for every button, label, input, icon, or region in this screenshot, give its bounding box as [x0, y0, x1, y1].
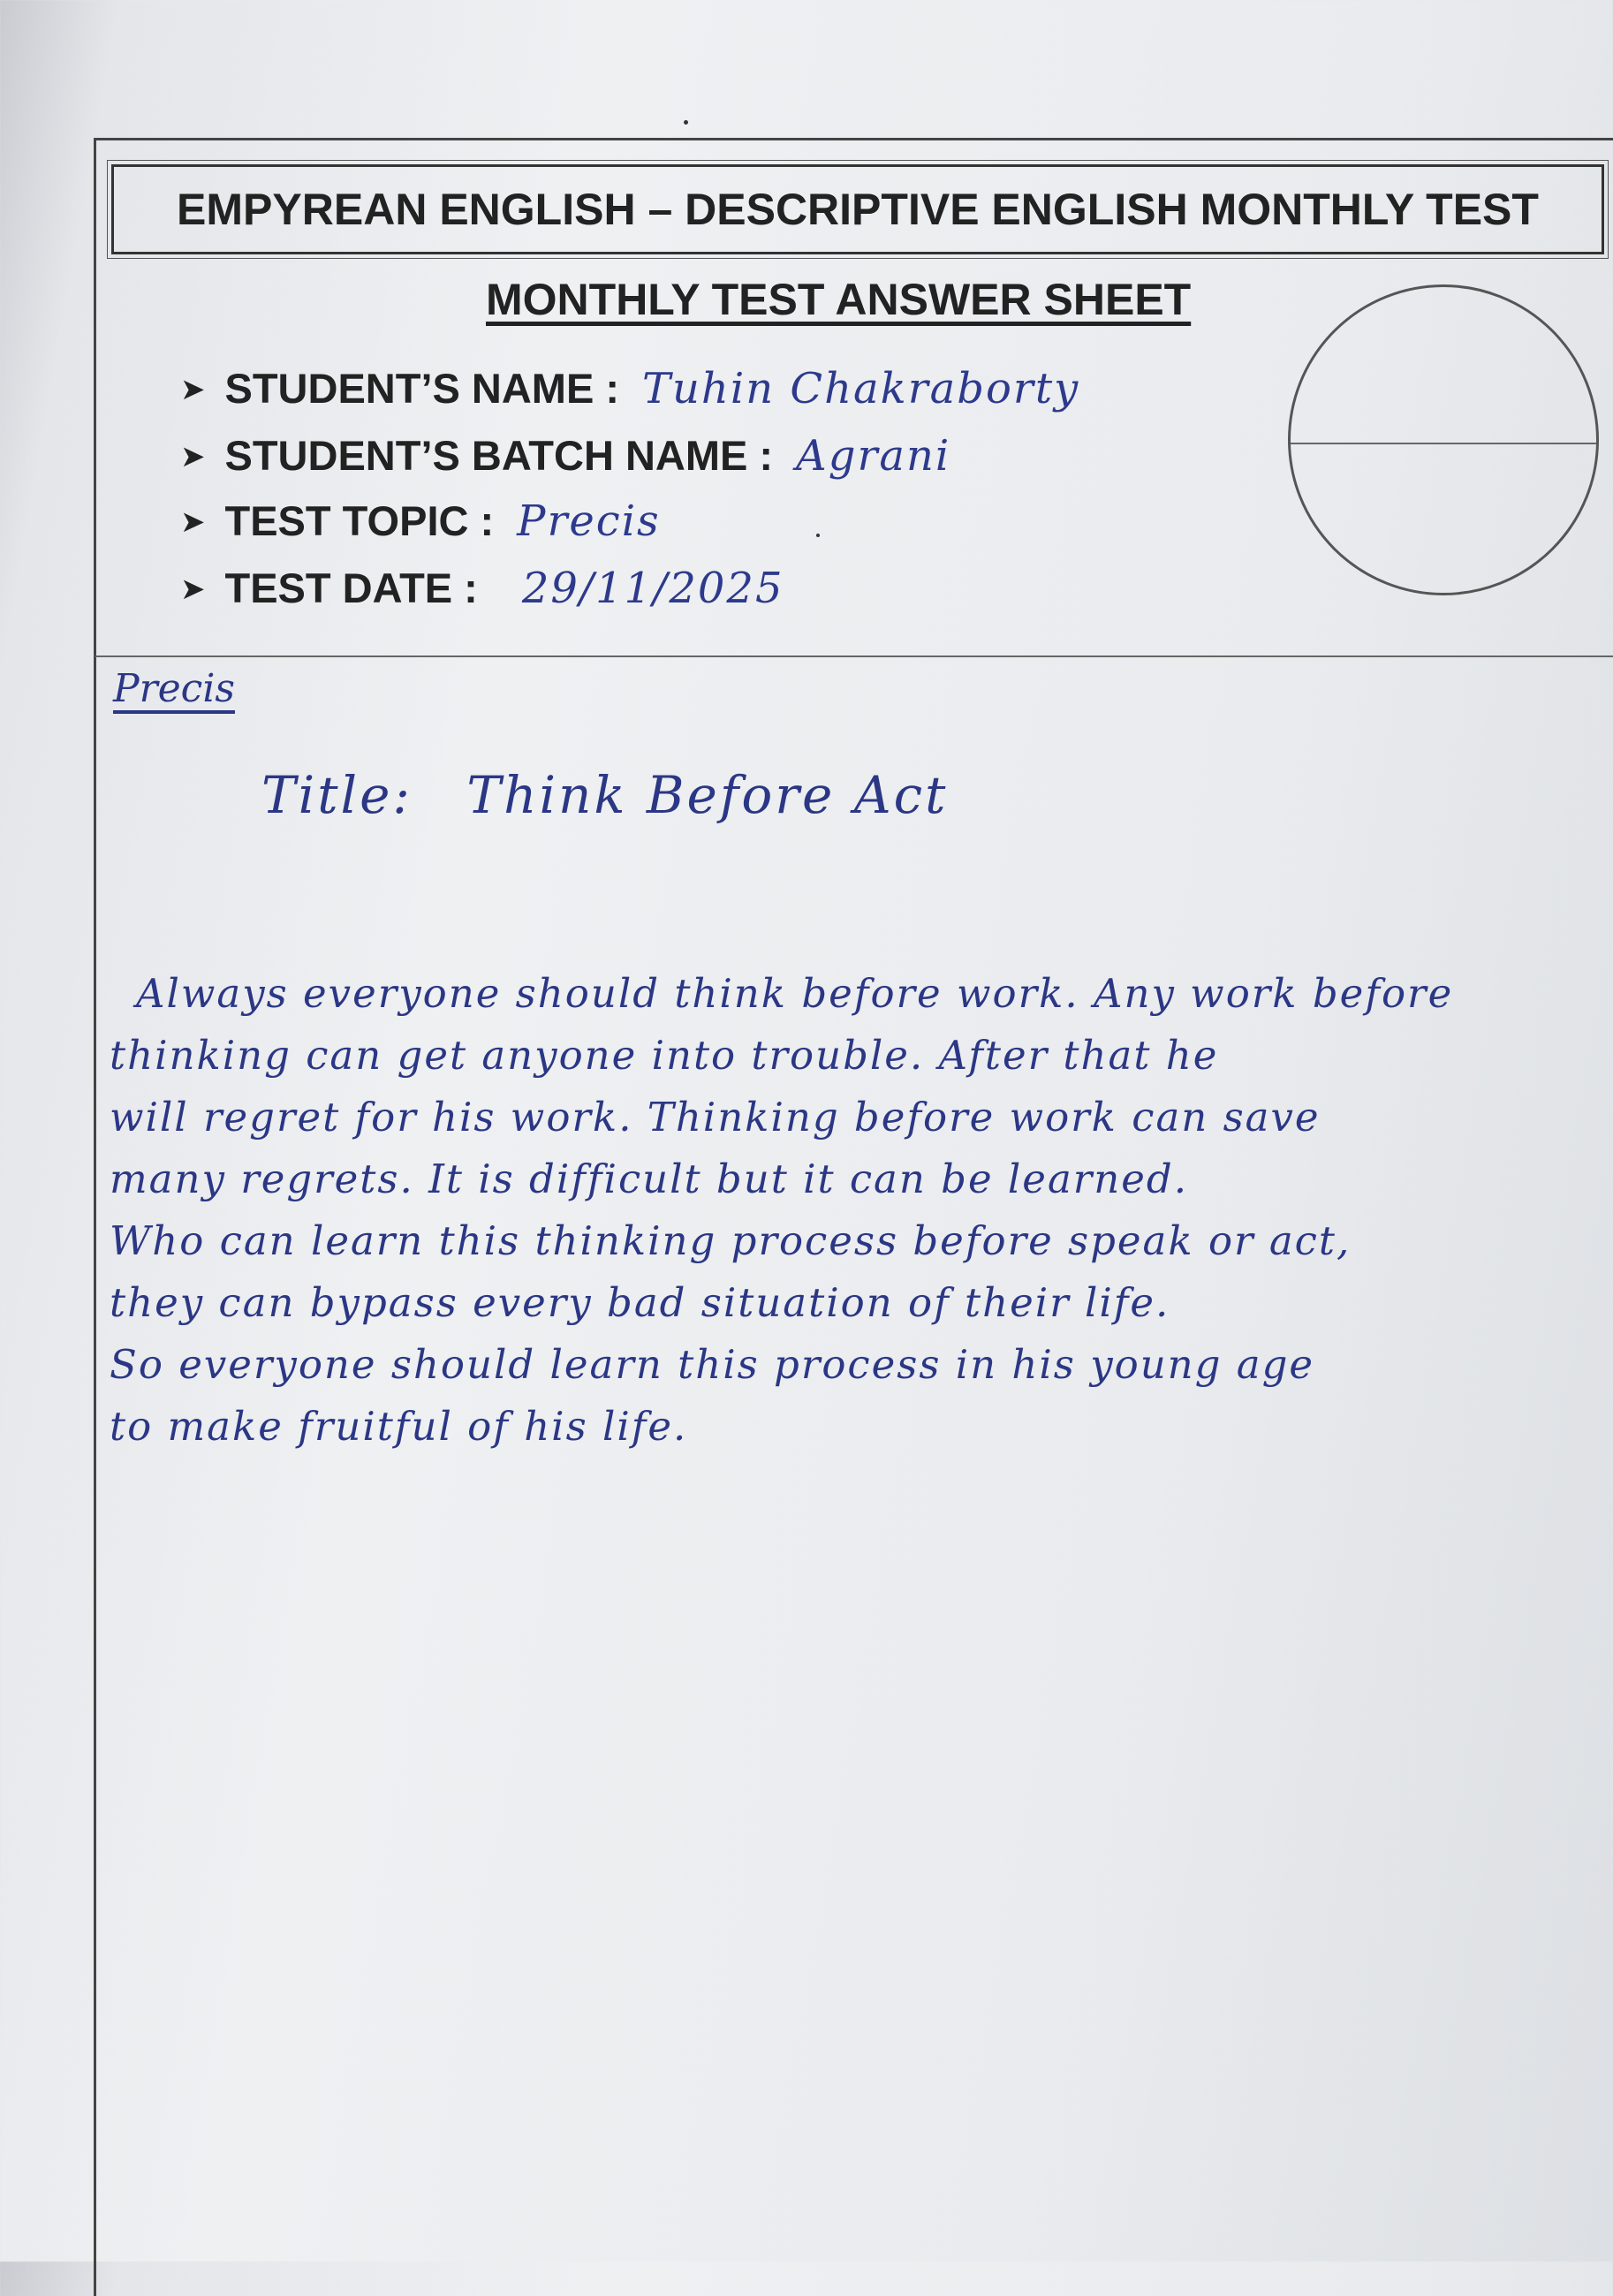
student-name-value: Tuhin Chakraborty	[642, 364, 1080, 413]
essay-line: to make fruitful of his life.	[110, 1403, 688, 1450]
batch-name-field	[180, 431, 950, 481]
batch-name-label: STUDENT’S BATCH NAME :	[224, 432, 774, 479]
essay-title	[261, 765, 948, 825]
student-name-field	[180, 364, 1079, 413]
essay-line: Who can learn this thinking process before speak or act,	[110, 1217, 1352, 1264]
essay-line: thinking can get anyone into trouble. After that he	[110, 1032, 1219, 1079]
essay-line: many regrets. It is difficult but it can be learned.	[110, 1156, 1189, 1202]
test-topic-value: Precis	[517, 496, 661, 546]
test-date-field	[180, 564, 784, 613]
essay-line: Always everyone should think before work. Any work before	[136, 970, 1454, 1017]
essay-title-text: Think Before Act	[466, 765, 949, 825]
marks-circle-divider	[1291, 443, 1596, 444]
arrow-bullet-icon: ➤	[180, 572, 206, 606]
marks-circle	[1288, 284, 1599, 595]
test-date-value: 29/11/2025	[521, 564, 784, 613]
arrow-bullet-icon: ➤	[180, 505, 206, 539]
batch-name-value: Agrani	[796, 431, 951, 481]
essay-line: will regret for his work. Thinking before work can save	[110, 1094, 1321, 1140]
section-label: Precis	[113, 666, 235, 711]
test-title-box	[111, 164, 1604, 254]
test-topic-label: TEST TOPIC :	[224, 497, 495, 544]
paper-speck	[816, 534, 820, 537]
essay-body	[110, 963, 1585, 1458]
essay-line: So everyone should learn this process in his young age	[110, 1341, 1315, 1388]
student-name-label: STUDENT’S NAME :	[224, 365, 619, 412]
header-divider	[95, 655, 1613, 657]
arrow-bullet-icon: ➤	[180, 373, 206, 406]
essay-line: they can bypass every bad situation of their life.	[110, 1279, 1170, 1326]
essay-title-label: Title:	[261, 765, 413, 825]
test-topic-field	[180, 496, 661, 546]
test-date-label: TEST DATE :	[224, 565, 478, 611]
answer-sheet-heading: MONTHLY TEST ANSWER SHEET	[486, 275, 1192, 324]
paper-speck	[684, 120, 688, 125]
test-title: EMPYREAN ENGLISH – DESCRIPTIVE ENGLISH MONTHLY TEST	[177, 185, 1539, 234]
arrow-bullet-icon: ➤	[180, 440, 206, 474]
